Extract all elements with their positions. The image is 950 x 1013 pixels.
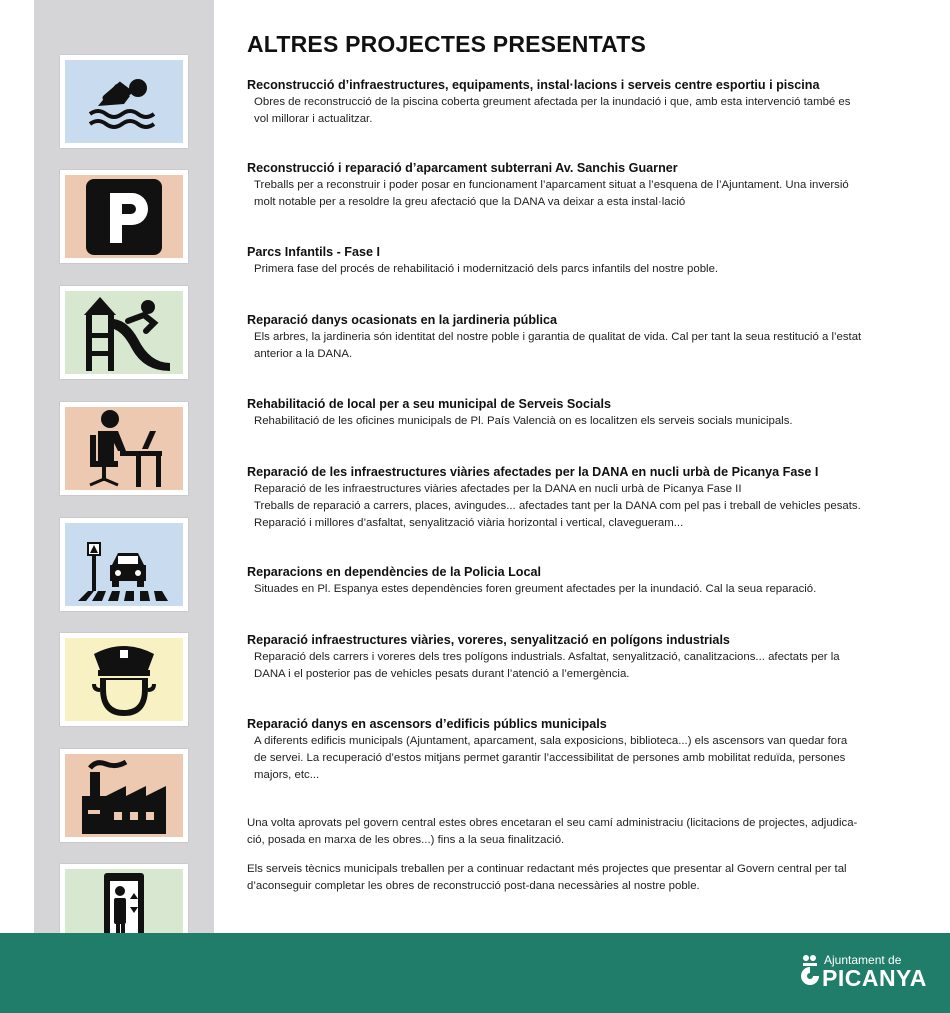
project-title: Reparació de les infraestructures viàries afectades per la DANA en nucli urbà de Picanya Fase I [247, 465, 819, 479]
icon-card-fill [65, 175, 183, 258]
icon-card-factory [60, 749, 188, 842]
logo-subtitle: Ajuntament de [824, 953, 902, 967]
icon-card-parking [60, 170, 188, 263]
footer-band [0, 933, 950, 1013]
project-desc-line: A diferents edificis municipals (Ajuntament, aparcament, sala exposicions, biblioteca...) els ascensors van quedar fora [254, 735, 848, 747]
project-desc-line: Primera fase del procés de rehabilitació i modernització dels parcs infantils del nostre poble. [254, 263, 719, 275]
project-desc-line: Rehabilitació de les oficines municipals de Pl. País Valencià on es localitzen els serveis socials municipals. [254, 415, 793, 427]
icon-card-fill [65, 60, 183, 143]
project-item [247, 77, 897, 128]
icon-card-swimming [60, 55, 188, 148]
project-desc-line: vol millorar i actualitzar. [254, 113, 373, 125]
project-desc-line: majors, etc... [254, 769, 320, 781]
project-item [247, 632, 897, 683]
project-desc-line: Els arbres, la jardineria són identitat del nostre poble i garantia de qualitat de vida. Cal per tant la seua restitució a l’estat [254, 331, 862, 343]
project-item [247, 464, 897, 532]
project-item [247, 160, 897, 211]
icon-card-office [60, 402, 188, 495]
project-title: Reconstrucció d’infraestructures, equipaments, instal·lacions i serveis centre esportiu i piscina [247, 78, 820, 92]
municipal-logo [800, 951, 927, 995]
project-title: Reparació danys en ascensors d’edificis públics municipals [247, 717, 607, 731]
project-item [247, 716, 897, 784]
project-title: Reparació danys ocasionats en la jardineria pública [247, 313, 558, 327]
closing-line: Una volta aprovats pel govern central estes obres encetaran el seu camí administraciu (licitacions de projectes, adjudica- [247, 817, 858, 829]
project-desc-line: molt notable per a resoldre la greu afectació que la DANA va deixar a esta instal·lació [254, 196, 686, 208]
project-item [247, 564, 897, 598]
icon-card-fill [65, 754, 183, 837]
logo-title: PICANYA [822, 965, 927, 991]
icon-card-fill [65, 407, 183, 490]
closing-line: Els serveis tècnics municipals treballen per a continuar redactant més projectes que presentar al Govern central per tal [247, 863, 847, 875]
project-title: Reparació infraestructures viàries, voreres, senyalització en polígons industrials [247, 633, 730, 647]
picanya-emblem-icon [800, 953, 822, 987]
project-desc-line: Treballs de reparació a carrers, places, avingudes... afectades tant per la DANA com pel pas i treball de vehicles pesats. [254, 500, 861, 512]
project-title: Reparacions en dependències de la Policia Local [247, 565, 541, 579]
project-title: Rehabilitació de local per a seu municipal de Serveis Socials [247, 397, 611, 411]
icon-card-police [60, 633, 188, 726]
project-desc-line: de servei. La recuperació d’estos mitjans permet garantir l’accessibilitat de persones amb mobilitat reduïda, persones [254, 752, 846, 764]
icon-card-fill [65, 291, 183, 374]
project-desc-line: Reparació de les infraestructures viàries afectades per la DANA en nucli urbà de Picanya Fase II [254, 483, 742, 495]
playground-slide-icon [76, 293, 172, 373]
closing-paragraph [247, 861, 897, 895]
parking-icon [76, 177, 172, 257]
police-officer-icon [76, 640, 172, 720]
closing-line: ció, posada en marxa de les obres...) fins a la seua finalització. [247, 834, 565, 846]
project-item [247, 312, 897, 363]
swimming-icon [76, 62, 172, 142]
project-desc-line: DANA i el posterior pas de vehicles pesats durant l’atenció a l’emergència. [254, 668, 630, 680]
icon-card-fill [65, 638, 183, 721]
icon-card-crosswalk [60, 518, 188, 611]
project-title: Parcs Infantils - Fase I [247, 245, 380, 259]
closing-line: d’aconseguir completar les obres de reconstrucció post-dana necessàries al nostre poble. [247, 880, 700, 892]
factory-icon [76, 756, 172, 836]
project-title: Reconstrucció i reparació d’aparcament subterrani Av. Sanchis Guarner [247, 161, 678, 175]
project-desc-line: Reparació i millores d’asfaltat, senyalització viària horizontal i vertical, clavegueram... [254, 517, 684, 529]
project-desc-line: Treballs per a reconstruir i poder posar en funcionament l’aparcament situat a l’esquena de l’Ajuntament. Una inversió [254, 179, 849, 191]
crosswalk-car-icon [76, 525, 172, 605]
page-title: ALTRES PROJECTES PRESENTATS [247, 31, 647, 57]
project-item [247, 244, 897, 278]
project-desc-line: anterior a la DANA. [254, 348, 353, 360]
closing-paragraph [247, 815, 897, 849]
project-desc-line: Situades en Pl. Espanya estes dependències foren greument afectades per la inundació. Cal la seua reparació. [254, 583, 817, 595]
project-desc-line: Obres de reconstrucció de la piscina coberta greument afectada per la inundació i que, amb esta intervenció també es [254, 96, 851, 108]
project-desc-line: Reparació dels carrers i voreres dels tres polígons industrials. Asfaltat, senyalització, canalitzacions... afectats per la [254, 651, 840, 663]
project-item [247, 396, 897, 430]
office-worker-icon [76, 409, 172, 489]
icon-card-fill [65, 523, 183, 606]
icon-card-playground [60, 286, 188, 379]
